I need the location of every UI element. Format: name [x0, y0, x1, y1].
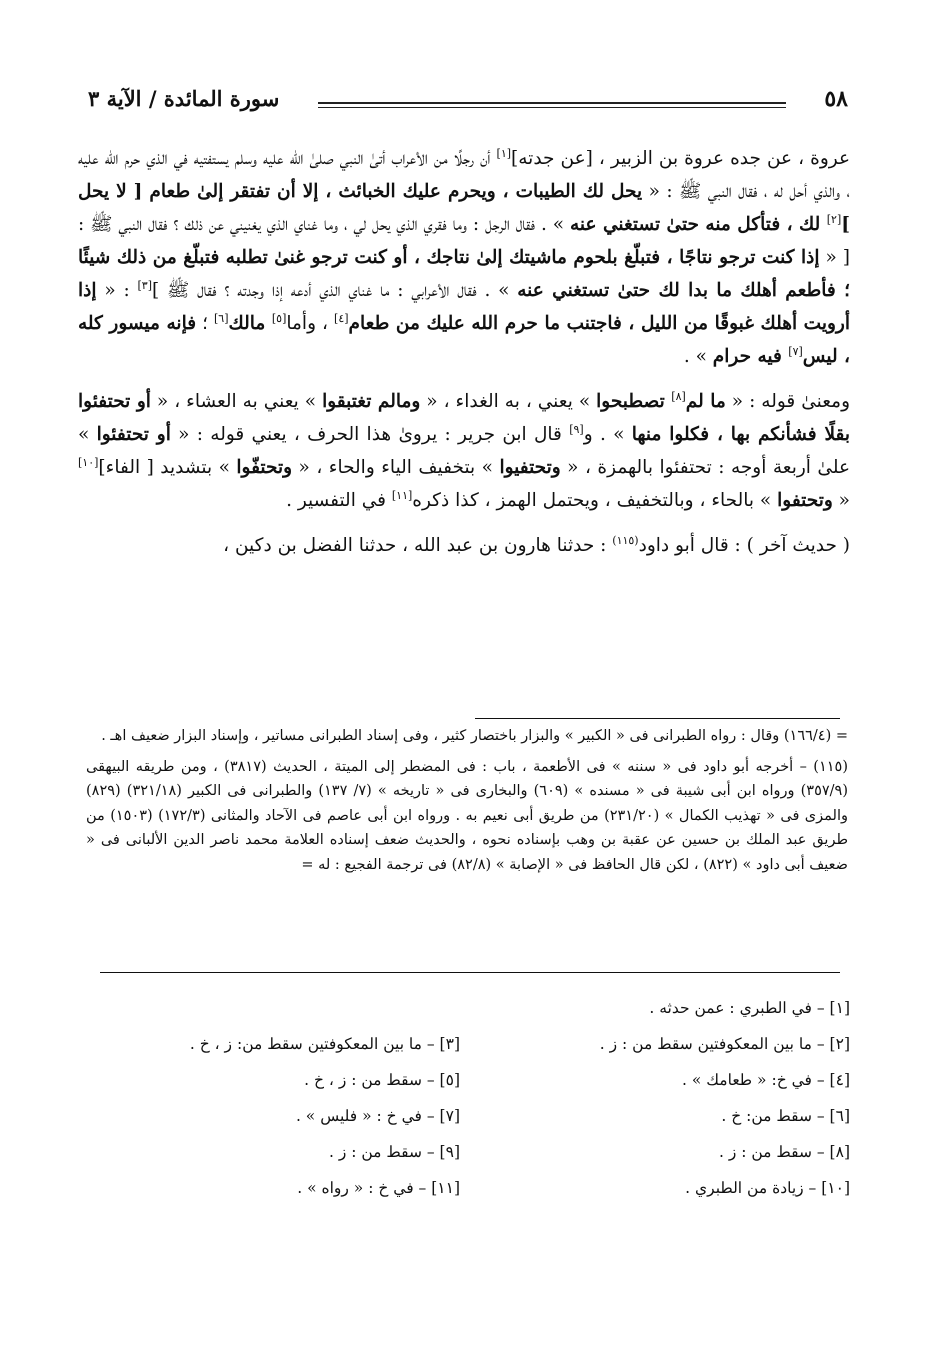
- text-span: » بالحاء ، وبالتخفيف ، ويحتمل الهمز ، كذا ذكره: [412, 490, 778, 511]
- variant-note: [١٠] – زيادة من الطبري .: [685, 1179, 850, 1197]
- hadith-text: ومالم تغتبقوا: [322, 391, 421, 412]
- variant-note: [٨] – سقط من : ز .: [718, 1143, 850, 1161]
- text-span: قال ابن جرير : يروىٰ هذا الحرف ، يعني قوله : «: [170, 424, 570, 445]
- text-span: » بتشديد [ الفاء]: [98, 457, 237, 478]
- header-rule: [318, 102, 786, 104]
- footnote-marker: [٥]: [271, 311, 287, 325]
- hadith-text: فيه حرام: [712, 346, 789, 367]
- text-span: » . فقال الرجل : وما فقري الذي يحل لي ، وما غناي الذي يغنيني عن ذلك ؟ فقال النبي ﷺ : [ «: [78, 214, 850, 268]
- hadith-text: تصطبحوا: [596, 391, 672, 412]
- variant-note: [١١] – في خ : « رواه » .: [297, 1179, 460, 1197]
- variant-note: [100, 990, 460, 1026]
- text-span: ؛: [196, 313, 214, 334]
- hadith-text: وتحتفيوا: [499, 457, 561, 478]
- text-span: : حدثنا هارون بن عبد الله ، حدثنا الفضل بن دكين ،: [223, 535, 613, 556]
- variant-note: [٩] – سقط من : ز .: [328, 1143, 460, 1161]
- text-span: » بتخفيف الياء والحاء ، «: [292, 457, 500, 478]
- text-span: ومعنىٰ قوله : «: [725, 391, 851, 412]
- footnote-marker: [١٠]: [78, 455, 99, 469]
- footnote-marker: [١١]: [391, 488, 413, 502]
- hadith-text: وتحتفّوا: [236, 457, 293, 478]
- variant-note: [٥] – سقط من : ز ، خ .: [304, 1071, 460, 1089]
- header-rule-thin: [318, 107, 786, 108]
- hadith-text: وتحتفوا: [777, 490, 833, 511]
- footnote-separator: [475, 718, 840, 719]
- variant-note: [١] – في الطبري : عمن حدثه .: [649, 999, 850, 1017]
- hadith-text: ما لم: [685, 391, 726, 412]
- text-span: » يعني ، به الغداء ، «: [420, 391, 597, 412]
- footnote-marker: [٧]: [788, 344, 803, 358]
- footnote-continuation: = (١٦٦/٤) وقال : رواه الطبرانى فى « الكبير » والبزار باختصار كثير ، وفى إسناد الطبرانى مساتير ، وإسناد البزار ضعيف اهـ .: [101, 728, 848, 744]
- text-span: أن رجلًا من الأعراب أتىٰ النبي صلىٰ الله عليه وسلم يستفتيه في الذي حرم الله عليه ، والذي أحل له ، فقال النبي ﷺ : «: [78, 148, 850, 202]
- footnote-115: (١١٥) – أخرجه أبو داود فى « سننه » فى الأطعمة ، باب : فى المضطر إلى الميتة ، الحديث (٣٨١٧) ، ومن طريقه البيهقى (٣٥٧/٩) ورواه ابن أبى شيبة فى « مسنده » (٦٠٩) والبخارى فى « تاريخه » (٧/ ١٣٧) والطبرانى فى الكبير (٣٢١/١٨) (٨٢٩) والمزى فى « تهذيب الكمال » (٢٣١/٢٠) من طريق أبى نعيم به . ورواه ابن أبى عاصم فى الآحاد والمثانى (١٧٢/٣) (١٥٠٣) من طريق عبد الملك بن حسين عن عقبة بن وهب بإسناده نحوه ، والحديث ضعف إسناده العلامة محمد ناصر الدين الألبانى فى « ضعيف أبى داود » (٨٢٢) ، لكن قال الحافظ فى « الإصابة » (٨٢/٨) فى ترجمة الفجيع : له =: [86, 758, 849, 873]
- variant-note: [٦] – سقط من: خ .: [721, 1107, 850, 1125]
- hadith-text: فإنه ميسور كله ، ليس: [78, 313, 850, 367]
- hadith-text: أو تحتفئوا بقلًا فشأنكم بها ، فكلوا منها: [78, 391, 851, 445]
- hadith-text: مالك: [228, 313, 272, 334]
- variant-note: [٤] – في خ: « طعامك » .: [681, 1071, 850, 1089]
- paragraph-2: [78, 385, 850, 517]
- page-number: ٥٨: [824, 86, 848, 112]
- footnote-marker: [١]: [496, 146, 512, 160]
- footnote-marker: [٩]: [569, 422, 584, 436]
- text-span: ، وأما: [286, 313, 335, 334]
- page-header: [88, 86, 848, 120]
- variant-note: [٢] – ما بين المعكوفتين سقط من : ز .: [599, 1035, 850, 1053]
- text-span: ( حديث آخر ) : قال أبو داود: [638, 535, 850, 556]
- hadith-text: إذا أرويت أهلك غبوقًا من الليل ، فاجتنب ما حرم الله عليك من طعام: [78, 280, 850, 334]
- variants-separator: [100, 972, 840, 973]
- text-span: » .: [683, 346, 713, 367]
- main-text: [78, 142, 850, 574]
- hadith-text: يحل لك الطيبات ، ويحرم عليك الخبائث ، إلا أن تفتقر إلىٰ طعام [ لا يحل ]: [78, 181, 850, 235]
- hadith-text: إذا كنت ترجو نتاجًا ، فتبلّغ بلحوم ماشيتك إلىٰ نتاجك ، أو كنت ترجو غنىٰ تطلبه فتبلّغ من ذلك شيئًا ؛ فأطعم أهلك ما بدا لك حتىٰ تستغني عنه: [78, 247, 850, 301]
- variant-note: [٧] – في خ : « فليس » .: [295, 1107, 460, 1125]
- footnote-marker: [٣]: [137, 278, 152, 292]
- text-span: عروة ، عن جده عروة بن الزبير ، [عن جدته]: [511, 148, 850, 169]
- footnote-marker: [٦]: [214, 311, 229, 325]
- variant-note: [٣] – ما بين المعكوفتين سقط من: ز ، خ .: [189, 1035, 460, 1053]
- text-span: في التفسير .: [286, 490, 392, 511]
- text-span: » . فقال الأعرابي : ما غناي الذي أدعه إذا وجدته ؟ فقال ﷺ ]: [152, 280, 518, 301]
- hadith-text: لك ، فتأكل منه حتىٰ تستغني عنه: [569, 214, 827, 235]
- manuscript-variants: [100, 990, 850, 1206]
- text-span: : «: [96, 280, 138, 301]
- footnote-marker: [٤]: [334, 311, 349, 325]
- paragraph-1: [78, 142, 850, 373]
- hadith-text: أو تحتفئوا: [96, 424, 171, 445]
- footnote-marker: [٨]: [671, 389, 686, 403]
- text-span: » . و: [583, 424, 632, 445]
- text-span: » يعني به العشاء ، «: [150, 391, 323, 412]
- text-span: «: [832, 490, 850, 511]
- paragraph-3: [78, 529, 850, 562]
- surah-reference: سورة المائدة / الآية ٣: [88, 86, 280, 111]
- footnotes: [86, 724, 848, 883]
- text-span: » علىٰ أربعة أوجه : تحتفئوا بالهمزة ، «: [78, 424, 850, 478]
- footnote-marker: (١١٥): [612, 533, 639, 547]
- footnote-marker: [٢]: [826, 212, 842, 226]
